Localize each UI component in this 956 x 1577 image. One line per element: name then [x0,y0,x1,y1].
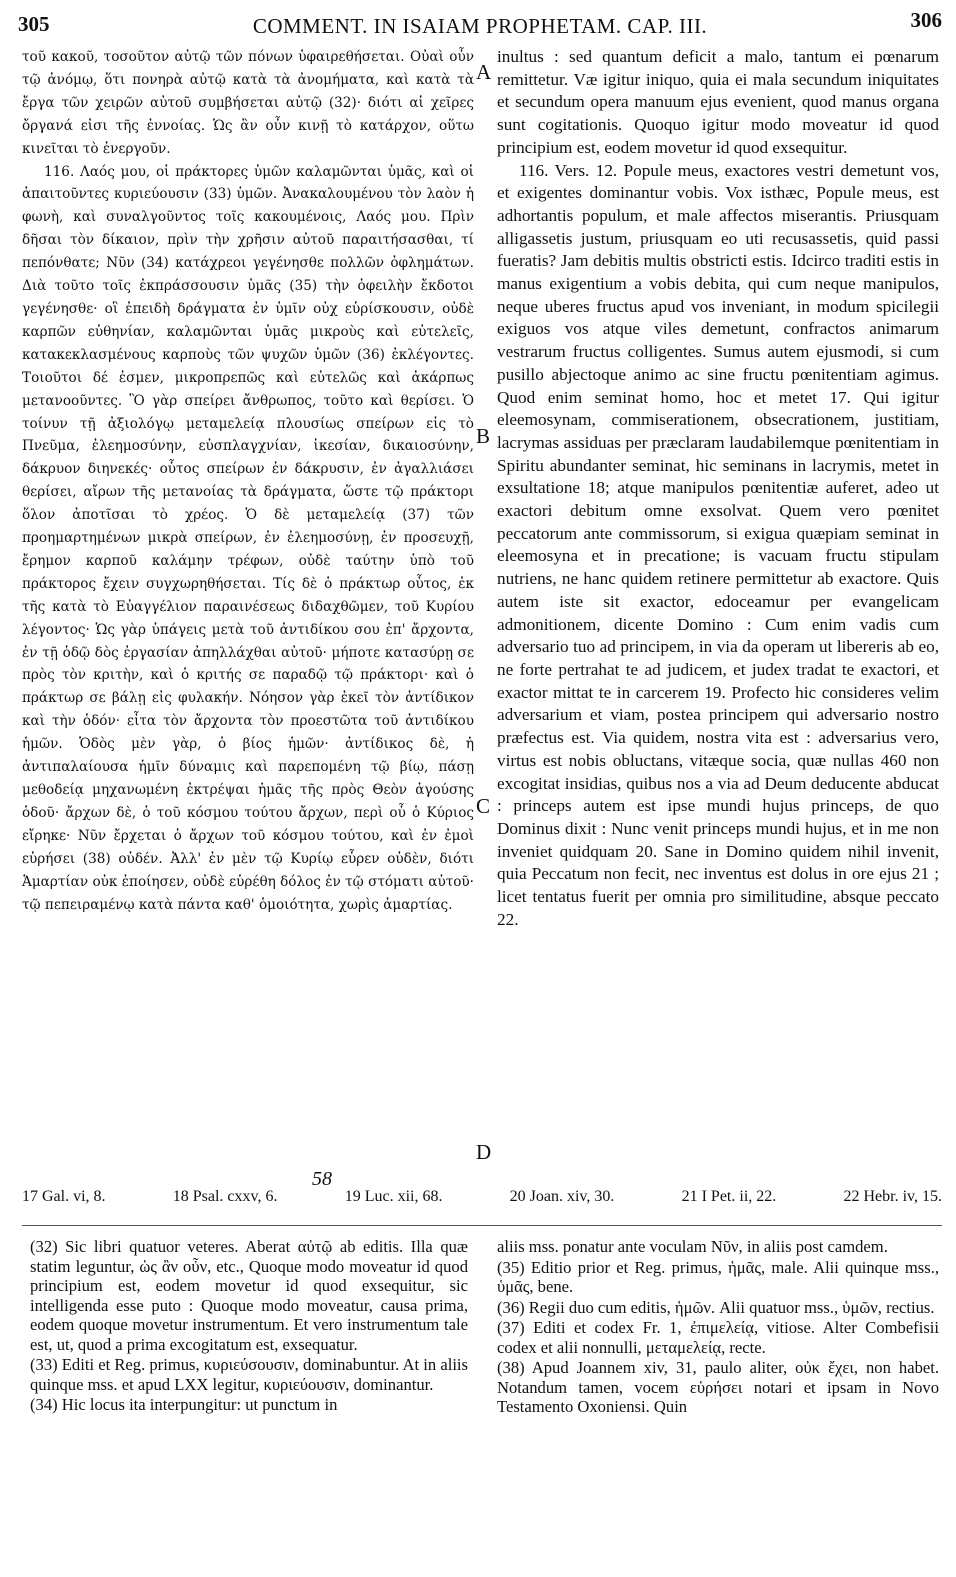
footnote: (35) Editio prior et Reg. primus, ἡμᾶς, male. Alii quinque mss., ὑμᾶς, bene. [497,1257,939,1296]
footnote: (37) Editi et codex Fr. 1, ἐπιμελείᾳ, vitiose. Alter Combefisii codex et alii nonnulli, μεταμελείᾳ, recte. [497,1318,939,1357]
margin-letter-a: A [476,60,492,84]
footnotes-right [497,1237,939,1418]
margin-letter-b: B [476,424,491,448]
latin-paragraph-1: inultus : sed quantum deficit a malo, tantum ei pœnarum remittetur. Væ igitur iniquo, quia ei mala secundum iniquitates et secundum opera manuum ejus evenient, quod manus organa sunt cogitationis. Quoquo igitur modo moveatur id quod principium est, eodem movetur id quod exsequitur. [497,47,939,157]
right-page-number: 306 [910,8,942,32]
reference: 18 Psal. cxxv, 6. [172,1188,278,1205]
footnote: (33) Editi et Reg. primus, κυριεύσουσιν, dominabuntur. At in aliis quinque mss. et apud LXX legitur, κυριεύουσιν, dominantur. [30,1355,468,1394]
scripture-references [22,1188,942,1206]
latin-paragraph-2: 116. Vers. 12. Popule meus, exactores vestri demetunt vos, et exigentes dominantur vobis. Vox isthæc, Popule meus, est adhortantis populum, et male affectos miserantis. Priusquam alligassetis justum, priusquam eo uti recusassetis, quid passi fueratis? Jam debitis multis obstricti estis. Idcirco traditi estis in manus exigentium a vobis debita, qui cum neque manipulos, neque uberes fructus apud vos inveniant, in modum spicilegii exiguos vos atque viles demetunt, confractos animarum vestrarum fructus colligentes. Sumus autem ejusmodi, si cum pusillo abjectoque animo ac sine fructu pœnitentiam agimus. Quod enim seminat homo, hoc et metet 17. Qui igitur eleemosynam, commiserationem, obsecrationem, justitiam, lacrymas assiduas per præclaram laudabilemque pœnitentiam in Spiritu abundanter seminat, hic seminans in lacrymis, metet in exsultatione 18; atque manipulos pœnitentiæ auferet, adeo ut exactori debitum omne exsolvat. Quem vero pœnitet peccatorum ante commissorum, si exigua quæpiam seminat in eleemosyna et in precatione; is vacuam fructu stipulam nutriens, ne hanc quidem retinere permittetur ab exactore. Quis autem iste sit exactor, edoceamur per evangelicam admonitionem, dicente Domino : Cum enim vadis cum adversario tuo ad principem, in via da operam ut libereris ab eo, ne forte pertrahat te ad judicem, et judex tradat te exactori, et exactor mittat te in carcerem 19. Profecto hic consideres velim adversarium et viam, postea principem qui adversario nostro præfectus est. Via quidem, nostra vita est : adversarius vero, virtus est nobis obluctans, vitæque socia, quæ nullas 460 non excogitat insidias, quibus nos a via ad Deum deducente abducat : princeps autem est ipse mundi hujus princeps, de quo Dominus dixit : Nunc venit princeps mundi hujus, et in me non inveniet quidquam 20. Sane in Domino quidem nihil invenit, quia Peccatum non fecit, nec inventus est dolus in ore ejus 21 ; licet tentatus fuerit per omnia pro similitudine, absque peccato 22. [497,160,939,929]
margin-letter-c: C [476,794,491,818]
footnote: (36) Regii duo cum editis, ἡμῶν. Alii quatuor mss., ὑμῶν, rectius. [497,1297,935,1317]
reference: 20 Joan. xiv, 30. [509,1188,615,1205]
reference: 21 I Pet. ii, 22. [681,1188,777,1205]
footnote: (38) Apud Joannem xiv, 31, paulo aliter, οὐκ ἔχει, non habet. Notandum tamen, vocem εὑρήσει notari et ipsam in Novo Testamento Oxoniensi. Quin [497,1358,939,1416]
footnotes-left [30,1237,468,1416]
running-header [18,8,942,42]
reference: 19 Luc. xii, 68. [344,1188,443,1205]
footnote: (34) Hic locus ita interpungitur: ut punctum in [30,1395,338,1414]
running-title: COMMENT. IN ISAIAM PROPHETAM. CAP. III. [252,14,708,38]
margin-letter-d: D [476,1140,492,1164]
left-page-number: 305 [18,12,50,36]
greek-paragraph-2: 116. Λαός μου, οἱ πράκτορες ὑμῶν καλαμῶνται ὑμᾶς, καὶ οἱ ἀπαιτοῦντες κυριεύουσιν (33) ὑμῶν. Ἀνακαλουμένου τὸν λαὸν ἡ φωνὴ, καὶ συναλγοῦντος τοῖς κακουμένοις, Λαός μου. Πρὶν δῆσαι τὸν δίκαιον, πρὶν τὴν χρῆσιν αὐτοῦ παραιτήσασθαι, τί πεπόνθατε; Νῦν (34) κατάχρεοι γεγένησθε πολλῶν ὀφλημάτων. Διὰ τοῦτο τοῖς ἐκπράσσουσιν ὑμᾶς (35) τὴν ὀφειλὴν ἔκδοτοι γεγένησθε· οἳ ἐπειδὴ δράγματα ἐν ὑμῖν οὐχ εὑρίσκουσιν, οὐδὲ καρπῶν εὐθηνίαν, καλαμῶνται ὑμᾶς μικροὺς καὶ εὐτελεῖς, κατακεκλασμένους καρποὺς τῶν ψυχῶν ὑμῶν (36) ἐκλέγοντες. Τοιοῦτοι δέ ἐσμεν, μικροπρεπῶς καὶ εὐτελῶς καὶ ἀκάρπως μετανοοῦντες. Ὃ γὰρ σπείρει ἄνθρωπος, τοῦτο καὶ θερίσει. Ὁ τοίνυν τῇ ἀξιολόγῳ μεταμελείᾳ πλουσίως σπείρων εἰς τὸ Πνεῦμα, ἐλεημοσύνην, εὐσπλαγχνίαν, ἱκεσίαν, δικαιοσύνην, δάκρυον διηνεκές· οὗτος σπείρων ἐν δάκρυσιν, ἐν ἀγαλλιάσει θερίσει, αἴρων τῆς μετανοίας τὰ δράγματα, ὥστε τῷ πράκτορι ὅλον ἀποτῖσαι τὸ χρέος. Ὁ δὲ μεταμελείᾳ (37) τῶν προημαρτημένων μικρὰ σπείρων, ἐν ἐλεημοσύνῃ, ἐν προσευχῇ, ἔρημον καρποῦ καλάμην τρέφων, οὐδὲ ταύτην ὑπὸ τοῦ πράκτορος ἔχειν συγχωρηθήσεται. Τίς δὲ ὁ πράκτωρ οὗτος, ἐκ τῆς κατὰ τὸ Εὐαγγέλιον παραινέσεως διδαχθῶμεν, τοῦ Κυρίου λέγοντος· Ὡς γὰρ ὑπάγεις μετὰ τοῦ ἀντιδίκου σου ἐπ' ἄρχοντα, ἐν τῇ ὁδῷ δὸς ἐργασίαν ἀπηλλάχθαι αὐτοῦ· μήποτε κατασύρῃ σε πρὸς τὸν κριτὴν, καὶ ὁ κριτής σε παραδῷ τῷ πράκτορι· καὶ ὁ πράκτωρ σε βάλῃ εἰς φυλακήν. Νόησον γὰρ ἐκεῖ τὸν ἀντίδικον καὶ τὴν ὁδόν· εἶτα τὸν ἄρχοντα τὸν προεστῶτα τοῦ ἀντιδίκου ἡμῶν. Ὁδὸς μὲν γὰρ, ὁ βίος ἡμῶν· ἀντίδικος δὲ, ἡ ἀντιπαλαίουσα ἡμῖν δύναμις καὶ παρεπομένη τῷ βίῳ, πάσῃ μεθοδείᾳ μηχανωμένη ἐκτρέψαι ἡμᾶς τῆς πρὸς Θεὸν ἀγούσης ὁδοῦ· ἄρχων δὲ, ὁ τοῦ κόσμου τούτου ἄρχων, περὶ οὗ ὁ Κύριος εἴρηκε· Νῦν ἔρχεται ὁ ἄρχων τοῦ κόσμου τούτου, καὶ ἐν ἐμοὶ εὑρήσει (38) οὐδέν. Ἀλλ' ἐν μὲν τῷ Κυρίῳ εὗρεν οὐδὲν, διότι Ἁμαρτίαν οὐκ ἐποίησεν, οὐδὲ εὑρέθη δόλος ἐν τῷ στόματι αὐτοῦ· τῷ πεπειραμένῳ κατὰ πάντα καθ' ὁμοιότητα, χωρὶς ἁμαρτίας. [22,163,474,913]
footnote: (32) Sic libri quatuor veteres. Aberat αὐτῷ ab editis. Illa quæ statim leguntur, ὡς ἂν οὖν, etc., Quoque modo moveatur id quod principium est, eodem movetur id quod exsequitur, sic intelligenda esse puto : Quoque modo moveatur, causa prima, eodem quoque movetur instrumentum. Et vero instrumentum tale est, ut, quod a prima excogitatum est, exsequatur. [30,1237,468,1354]
footnote-divider [22,1225,942,1226]
latin-column [497,46,939,931]
footnote: aliis mss. ponatur ante voculam Νῦν, in aliis post camdem. [497,1237,888,1256]
reference: 22 Hebr. iv, 15. [843,1188,942,1205]
greek-paragraph-1: τοῦ κακοῦ, τοσοῦτον αὐτῷ τῶν πόνων ὑφαιρεθήσεται. Οὐαὶ οὖν τῷ ἀνόμῳ, ὅτι πονηρὰ αὐτῷ κατὰ τὰ ἀνομήματα, καὶ κατὰ τὰ ἔργα τῶν χειρῶν αὐτοῦ συμβήσεται αὐτῷ (32)· διότι αἱ χεῖρες ὄργανά εἰσι τῆς ἐννοίας. Ὡς ἂν οὖν κινῇ τὸ κατάρχον, οὕτω κινεῖται τὸ ἐνεργοῦν. [22,49,474,157]
ink-stamp: 58 [312,1168,332,1190]
greek-column [22,46,474,916]
reference: 17 Gal. vi, 8. [22,1188,106,1205]
